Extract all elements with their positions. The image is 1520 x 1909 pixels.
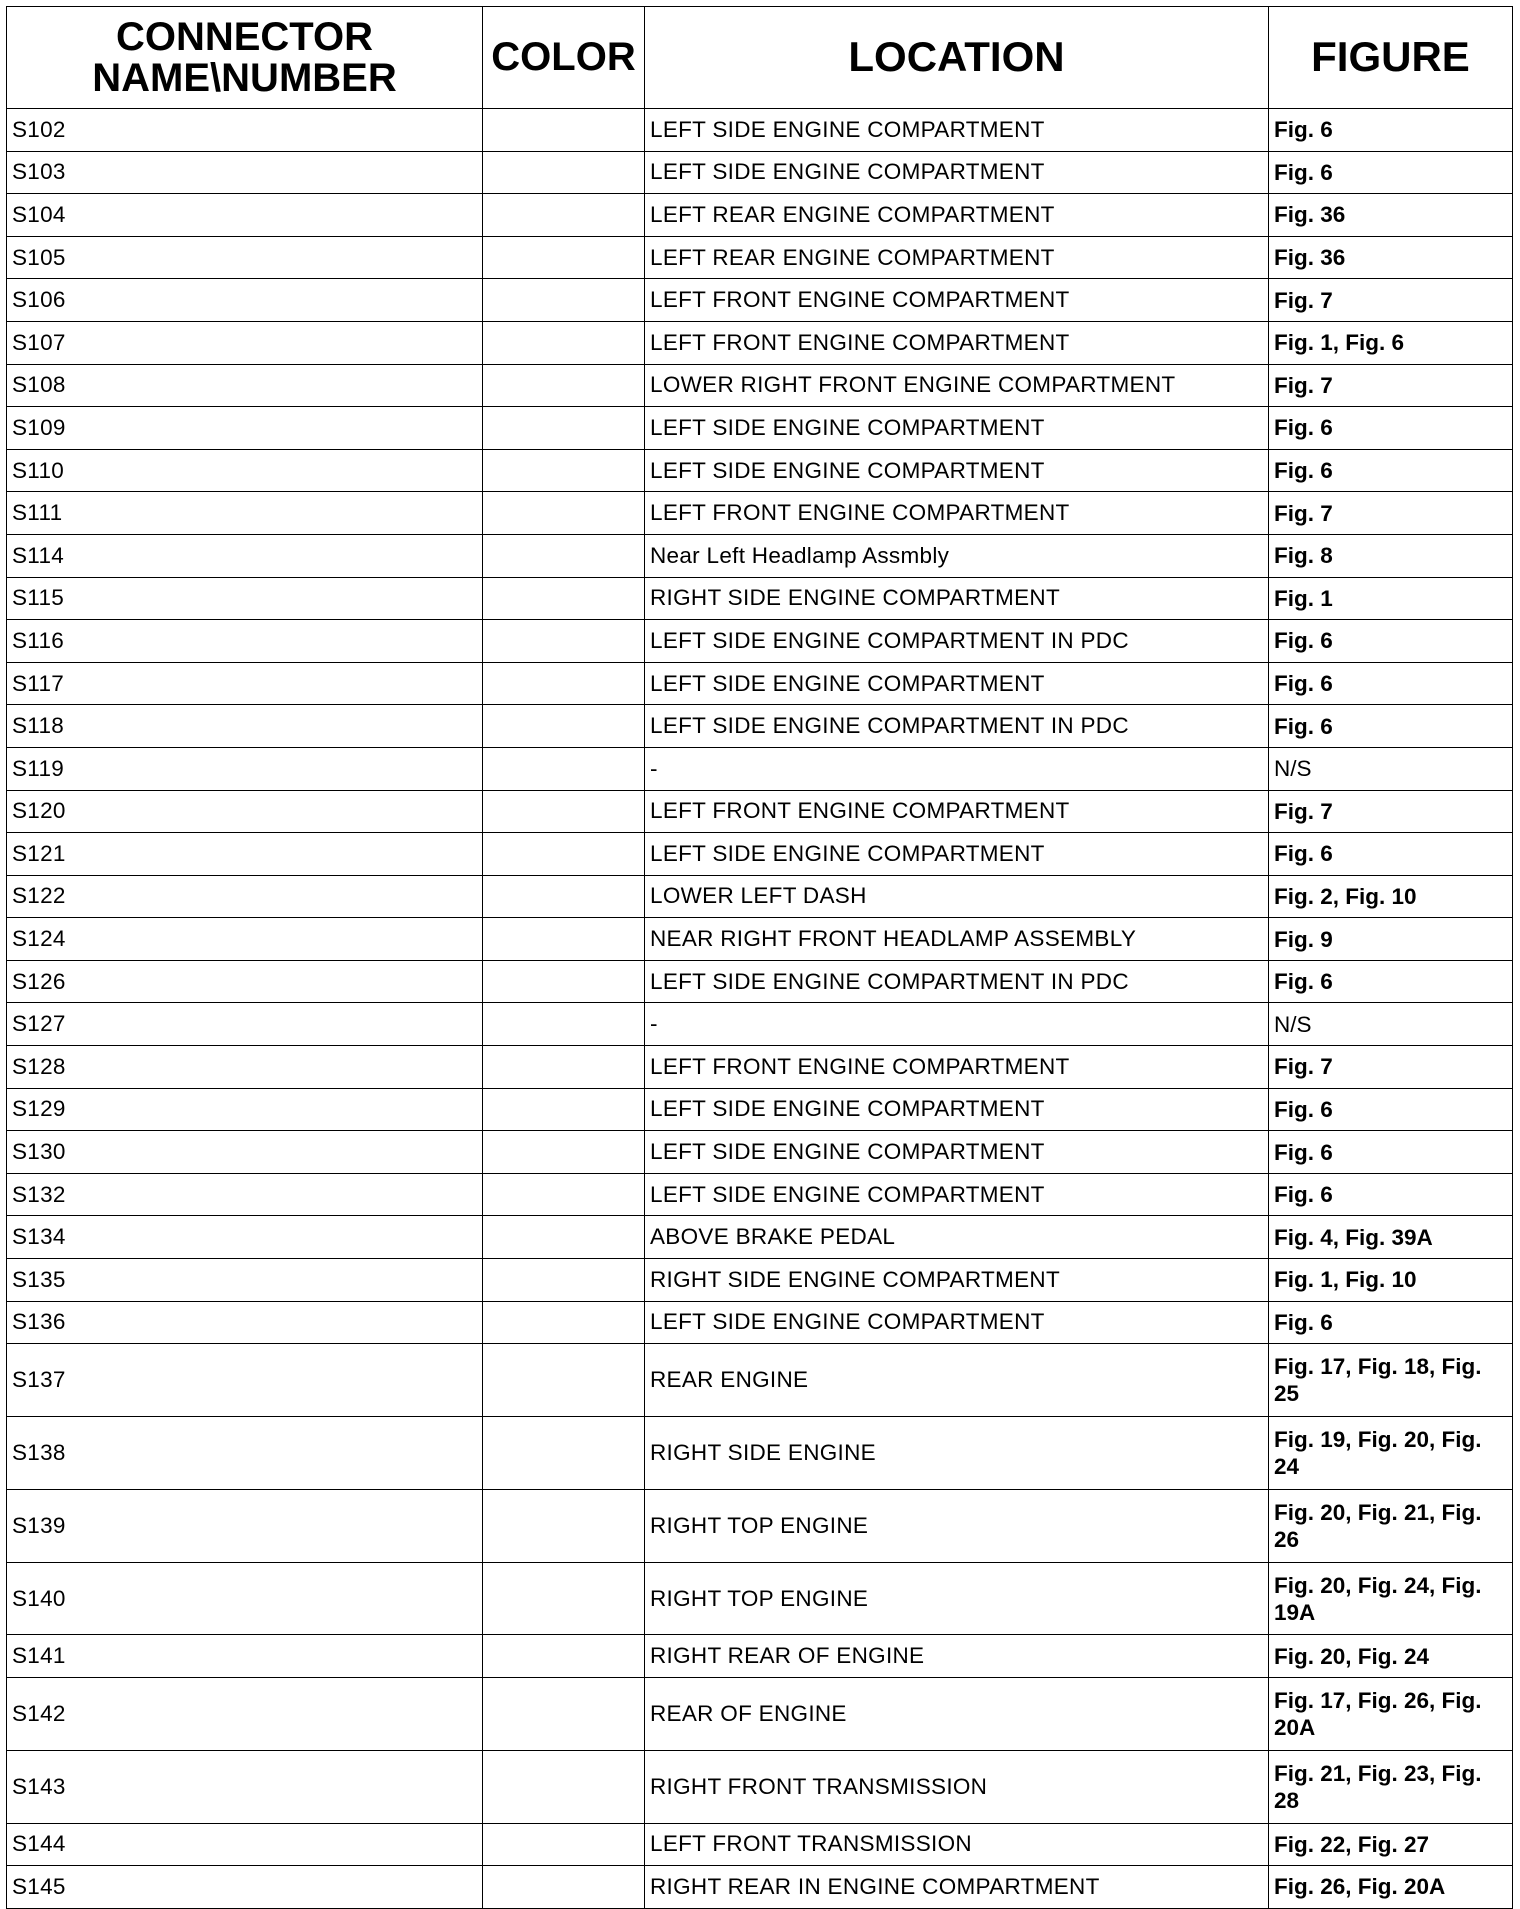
location-cell: REAR ENGINE [645, 1344, 1269, 1417]
color-cell [483, 109, 645, 152]
location-cell: LEFT FRONT ENGINE COMPARTMENT [645, 1046, 1269, 1089]
connector-name-cell: S124 [7, 918, 483, 961]
location-cell: LEFT FRONT ENGINE COMPARTMENT [645, 492, 1269, 535]
connector-name-cell: S104 [7, 194, 483, 237]
figure-cell: Fig. 6 [1269, 1301, 1513, 1344]
table-row [7, 279, 1513, 322]
table-row [7, 1046, 1513, 1089]
figure-cell: Fig. 9 [1269, 918, 1513, 961]
table-row [7, 1131, 1513, 1174]
color-cell [483, 1216, 645, 1259]
color-cell [483, 1562, 645, 1635]
table-row [7, 1344, 1513, 1417]
color-cell [483, 1088, 645, 1131]
table-row [7, 236, 1513, 279]
table-row [7, 662, 1513, 705]
color-cell [483, 1678, 645, 1751]
color-cell [483, 407, 645, 450]
header-connector-name: CONNECTOR NAME\NUMBER [7, 7, 483, 109]
figure-cell: Fig. 2, Fig. 10 [1269, 875, 1513, 918]
location-cell: LEFT SIDE ENGINE COMPARTMENT [645, 109, 1269, 152]
connector-name-cell: S127 [7, 1003, 483, 1046]
location-cell: REAR OF ENGINE [645, 1678, 1269, 1751]
color-cell [483, 747, 645, 790]
figure-cell: Fig. 19, Fig. 20, Fig. 24 [1269, 1417, 1513, 1490]
connector-name-cell: S135 [7, 1259, 483, 1302]
figure-cell: Fig. 36 [1269, 194, 1513, 237]
color-cell [483, 1046, 645, 1089]
color-cell [483, 449, 645, 492]
table-row [7, 833, 1513, 876]
color-cell [483, 1259, 645, 1302]
connector-name-cell: S129 [7, 1088, 483, 1131]
color-cell [483, 1173, 645, 1216]
location-cell: LEFT FRONT ENGINE COMPARTMENT [645, 321, 1269, 364]
figure-cell: Fig. 1 [1269, 577, 1513, 620]
figure-cell: Fig. 7 [1269, 1046, 1513, 1089]
color-cell [483, 705, 645, 748]
color-cell [483, 1131, 645, 1174]
header-location: LOCATION [645, 7, 1269, 109]
connector-name-cell: S134 [7, 1216, 483, 1259]
location-cell: LEFT FRONT TRANSMISSION [645, 1823, 1269, 1866]
location-cell: LEFT SIDE ENGINE COMPARTMENT [645, 449, 1269, 492]
table-row [7, 407, 1513, 450]
connector-name-cell: S136 [7, 1301, 483, 1344]
table-row [7, 1259, 1513, 1302]
figure-cell: Fig. 6 [1269, 407, 1513, 450]
connector-name-cell: S145 [7, 1866, 483, 1909]
location-cell: LEFT SIDE ENGINE COMPARTMENT IN PDC [645, 960, 1269, 1003]
connector-name-cell: S121 [7, 833, 483, 876]
table-row [7, 790, 1513, 833]
connector-name-cell: S120 [7, 790, 483, 833]
connector-name-cell: S118 [7, 705, 483, 748]
figure-cell: N/S [1269, 747, 1513, 790]
color-cell [483, 1635, 645, 1678]
connector-name-cell: S109 [7, 407, 483, 450]
figure-cell: Fig. 17, Fig. 18, Fig. 25 [1269, 1344, 1513, 1417]
color-cell [483, 534, 645, 577]
figure-cell: Fig. 6 [1269, 705, 1513, 748]
figure-cell: Fig. 7 [1269, 492, 1513, 535]
connector-name-cell: S102 [7, 109, 483, 152]
table-row [7, 577, 1513, 620]
figure-cell: Fig. 6 [1269, 1173, 1513, 1216]
color-cell [483, 1489, 645, 1562]
figure-cell: Fig. 6 [1269, 1131, 1513, 1174]
figure-cell: Fig. 6 [1269, 151, 1513, 194]
location-cell: LEFT SIDE ENGINE COMPARTMENT IN PDC [645, 620, 1269, 663]
location-cell: RIGHT REAR IN ENGINE COMPARTMENT [645, 1866, 1269, 1909]
table-row [7, 918, 1513, 961]
color-cell [483, 194, 645, 237]
figure-cell: Fig. 8 [1269, 534, 1513, 577]
location-cell: - [645, 1003, 1269, 1046]
connector-name-cell: S108 [7, 364, 483, 407]
connector-name-cell: S111 [7, 492, 483, 535]
header-color: COLOR [483, 7, 645, 109]
color-cell [483, 492, 645, 535]
table-row [7, 1823, 1513, 1866]
connector-name-cell: S116 [7, 620, 483, 663]
figure-cell: Fig. 21, Fig. 23, Fig. 28 [1269, 1750, 1513, 1823]
color-cell [483, 1750, 645, 1823]
table-row [7, 492, 1513, 535]
location-cell: RIGHT TOP ENGINE [645, 1489, 1269, 1562]
location-cell: LEFT SIDE ENGINE COMPARTMENT [645, 1131, 1269, 1174]
connector-name-cell: S107 [7, 321, 483, 364]
location-cell: LEFT FRONT ENGINE COMPARTMENT [645, 279, 1269, 322]
table-row [7, 1003, 1513, 1046]
header-row [7, 7, 1513, 109]
location-cell: LOWER RIGHT FRONT ENGINE COMPARTMENT [645, 364, 1269, 407]
location-cell: LOWER LEFT DASH [645, 875, 1269, 918]
table-row [7, 321, 1513, 364]
figure-cell: Fig. 4, Fig. 39A [1269, 1216, 1513, 1259]
table-row [7, 534, 1513, 577]
figure-cell: Fig. 6 [1269, 833, 1513, 876]
color-cell [483, 1344, 645, 1417]
location-cell: LEFT SIDE ENGINE COMPARTMENT [645, 1301, 1269, 1344]
table-row [7, 705, 1513, 748]
table-row [7, 1173, 1513, 1216]
figure-cell: Fig. 6 [1269, 449, 1513, 492]
location-cell: NEAR RIGHT FRONT HEADLAMP ASSEMBLY [645, 918, 1269, 961]
figure-cell: Fig. 20, Fig. 24 [1269, 1635, 1513, 1678]
color-cell [483, 918, 645, 961]
color-cell [483, 577, 645, 620]
color-cell [483, 1003, 645, 1046]
figure-cell: Fig. 7 [1269, 790, 1513, 833]
color-cell [483, 151, 645, 194]
table-row [7, 364, 1513, 407]
location-cell: LEFT SIDE ENGINE COMPARTMENT [645, 662, 1269, 705]
connector-name-cell: S110 [7, 449, 483, 492]
table-row [7, 1866, 1513, 1909]
connector-name-cell: S143 [7, 1750, 483, 1823]
figure-cell: Fig. 7 [1269, 279, 1513, 322]
figure-cell: Fig. 1, Fig. 10 [1269, 1259, 1513, 1302]
table-row [7, 1417, 1513, 1490]
location-cell: - [645, 747, 1269, 790]
connector-name-cell: S117 [7, 662, 483, 705]
connector-name-cell: S144 [7, 1823, 483, 1866]
table-row [7, 194, 1513, 237]
location-cell: RIGHT TOP ENGINE [645, 1562, 1269, 1635]
table-row [7, 1088, 1513, 1131]
location-cell: RIGHT SIDE ENGINE COMPARTMENT [645, 1259, 1269, 1302]
color-cell [483, 364, 645, 407]
figure-cell: Fig. 20, Fig. 24, Fig. 19A [1269, 1562, 1513, 1635]
connector-name-cell: S141 [7, 1635, 483, 1678]
location-cell: RIGHT FRONT TRANSMISSION [645, 1750, 1269, 1823]
location-cell: RIGHT SIDE ENGINE [645, 1417, 1269, 1490]
figure-cell: Fig. 6 [1269, 620, 1513, 663]
figure-cell: Fig. 6 [1269, 662, 1513, 705]
table-row [7, 449, 1513, 492]
connector-name-cell: S105 [7, 236, 483, 279]
table-row [7, 875, 1513, 918]
connector-name-cell: S115 [7, 577, 483, 620]
figure-cell: N/S [1269, 1003, 1513, 1046]
location-cell: LEFT SIDE ENGINE COMPARTMENT [645, 1173, 1269, 1216]
figure-cell: Fig. 6 [1269, 109, 1513, 152]
color-cell [483, 321, 645, 364]
connector-name-cell: S138 [7, 1417, 483, 1490]
table-row [7, 109, 1513, 152]
connector-name-cell: S140 [7, 1562, 483, 1635]
figure-cell: Fig. 6 [1269, 1088, 1513, 1131]
table-row [7, 1489, 1513, 1562]
connector-table [6, 6, 1513, 1909]
connector-name-cell: S142 [7, 1678, 483, 1751]
table-row [7, 1635, 1513, 1678]
table-row [7, 1301, 1513, 1344]
color-cell [483, 790, 645, 833]
location-cell: LEFT SIDE ENGINE COMPARTMENT [645, 833, 1269, 876]
location-cell: LEFT SIDE ENGINE COMPARTMENT [645, 407, 1269, 450]
color-cell [483, 1823, 645, 1866]
figure-cell: Fig. 1, Fig. 6 [1269, 321, 1513, 364]
header-figure: FIGURE [1269, 7, 1513, 109]
color-cell [483, 1301, 645, 1344]
color-cell [483, 875, 645, 918]
figure-cell: Fig. 22, Fig. 27 [1269, 1823, 1513, 1866]
figure-cell: Fig. 17, Fig. 26, Fig. 20A [1269, 1678, 1513, 1751]
table-row [7, 1678, 1513, 1751]
table-row [7, 960, 1513, 1003]
color-cell [483, 833, 645, 876]
color-cell [483, 662, 645, 705]
table-row [7, 747, 1513, 790]
figure-cell: Fig. 20, Fig. 21, Fig. 26 [1269, 1489, 1513, 1562]
table-row [7, 1562, 1513, 1635]
connector-name-cell: S119 [7, 747, 483, 790]
location-cell: ABOVE BRAKE PEDAL [645, 1216, 1269, 1259]
color-cell [483, 1866, 645, 1909]
figure-cell: Fig. 7 [1269, 364, 1513, 407]
table-body [7, 109, 1513, 1909]
location-cell: RIGHT REAR OF ENGINE [645, 1635, 1269, 1678]
connector-name-cell: S139 [7, 1489, 483, 1562]
color-cell [483, 620, 645, 663]
color-cell [483, 1417, 645, 1490]
figure-cell: Fig. 6 [1269, 960, 1513, 1003]
location-cell: LEFT SIDE ENGINE COMPARTMENT [645, 151, 1269, 194]
location-cell: LEFT REAR ENGINE COMPARTMENT [645, 194, 1269, 237]
color-cell [483, 960, 645, 1003]
color-cell [483, 236, 645, 279]
location-cell: RIGHT SIDE ENGINE COMPARTMENT [645, 577, 1269, 620]
connector-name-cell: S130 [7, 1131, 483, 1174]
location-cell: LEFT SIDE ENGINE COMPARTMENT IN PDC [645, 705, 1269, 748]
connector-name-cell: S122 [7, 875, 483, 918]
connector-name-cell: S126 [7, 960, 483, 1003]
connector-name-cell: S132 [7, 1173, 483, 1216]
table-row [7, 620, 1513, 663]
table-row [7, 1216, 1513, 1259]
connector-name-cell: S103 [7, 151, 483, 194]
connector-name-cell: S128 [7, 1046, 483, 1089]
location-cell: Near Left Headlamp Assmbly [645, 534, 1269, 577]
connector-name-cell: S114 [7, 534, 483, 577]
figure-cell: Fig. 26, Fig. 20A [1269, 1866, 1513, 1909]
location-cell: LEFT REAR ENGINE COMPARTMENT [645, 236, 1269, 279]
table-row [7, 151, 1513, 194]
figure-cell: Fig. 36 [1269, 236, 1513, 279]
location-cell: LEFT FRONT ENGINE COMPARTMENT [645, 790, 1269, 833]
location-cell: LEFT SIDE ENGINE COMPARTMENT [645, 1088, 1269, 1131]
connector-name-cell: S137 [7, 1344, 483, 1417]
connector-name-cell: S106 [7, 279, 483, 322]
color-cell [483, 279, 645, 322]
table-row [7, 1750, 1513, 1823]
